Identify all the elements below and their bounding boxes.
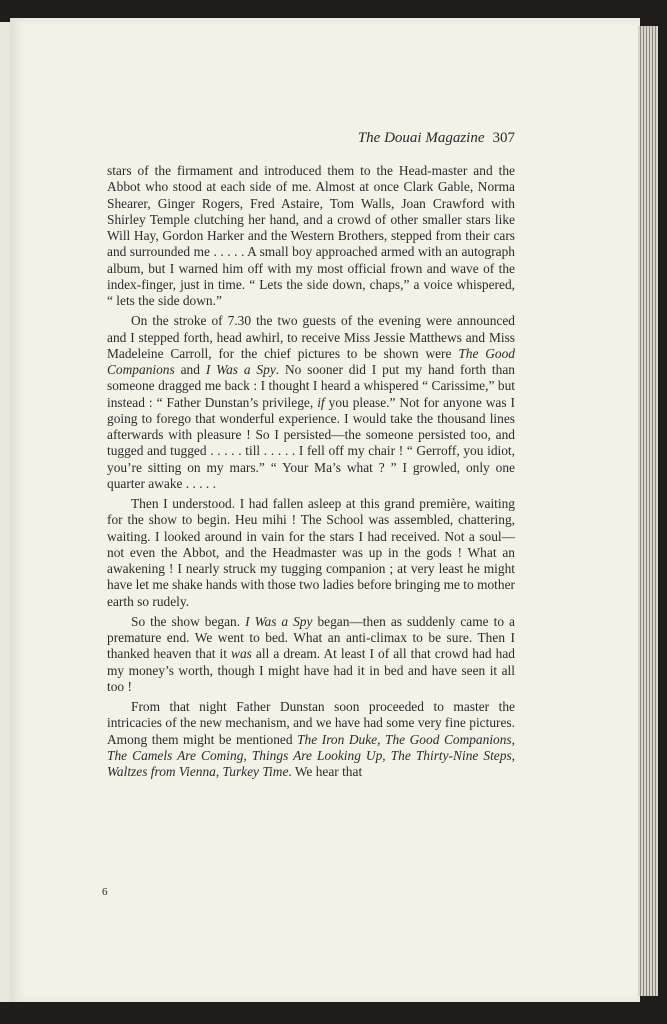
italic-text: was: [231, 646, 252, 662]
article-body: [107, 163, 515, 784]
paragraph: [107, 496, 515, 610]
paragraph: [107, 699, 515, 780]
italic-text: I Was a Spy: [205, 362, 276, 377]
journal-title: The Douai Magazine: [357, 130, 485, 146]
paragraph: [107, 614, 515, 695]
italic-text: I Was a Spy: [245, 613, 313, 629]
italic-text: if: [317, 394, 325, 410]
text-run: So the show began.: [131, 613, 246, 629]
running-header: [335, 130, 515, 147]
paragraph: [107, 313, 515, 492]
text-run: and: [174, 362, 206, 377]
text-run: From that night Father Dunstan soon proceeded to master the intricacies of the new mechanism, and we have had some very fine pictures. Among them might be mentioned: [107, 699, 515, 747]
text-run: stars of the firmament and introduced them to the Head-master and the Abbot who stood at each side of me. Almost at once Clark Gable, Norma Shearer, Ginger Rogers, Fred Astaire, Tom Walls, Joan Crawford with Shirley Temple clutching her hand, and a crowd of other smaller stars like Will Hay, Gordon Harker and the Western Brothers, stepped from their cars and surrounded me . . . . . A small boy approached armed with an autograph album, but I warned him off with my most official frown and wave of the index-finger, just in time. “ Lets the side down, chaps,” a voice whispered, “ lets the side down.”: [107, 163, 515, 308]
text-run: you please.” Not for anyone was I going to forego that wonderful experience. I would take the thousand lines afterwards with pleasure ! So I persisted—the someone persisted too, and tugged and tugged . . . . . till . . . . . I fell off my chair ! “ Gerroff, you idiot, you’re sitting on my mars.” “ Your Ma’s what ? ” I growled, only one quarter awake . . . . .: [107, 394, 516, 491]
text-run: began—then as suddenly came to a premature end. We went to bed. What an anti-climax to be sure. Then I thanked heaven that it: [107, 613, 515, 662]
italic-text: The Good Companions: [107, 345, 515, 377]
paragraph: [107, 163, 515, 309]
text-run: . We hear that: [288, 764, 363, 779]
signature-mark: 6: [102, 886, 108, 898]
bottom-background: [0, 1002, 667, 1024]
page-edges: [638, 26, 658, 996]
italic-text: The Iron Duke, The Good Companions, The Camels Are Coming, Things Are Looking Up, The Thirty-Nine Steps, Waltzes from Vienna, Turkey Time: [107, 731, 515, 779]
page-number: 307: [492, 130, 515, 146]
text-run: Then I understood. I had fallen asleep at this grand première, waiting for the show to begin. Heu mihi ! The School was assembled, chattering, waiting. I looked around in vain for the stars I had received. Not a soul—not even the Abbot, and the Headmaster was up in the gods ! What an awakening ! I nearly struck my tugging companion ; at very least he might have let me shake hands with those two ladies before bringing me to mother earth so rudely.: [107, 496, 515, 609]
text-run: all a dream. At least I of all that crowd had had my money’s worth, though I might have had it in bed and have seen it all too !: [107, 646, 516, 694]
text-run: . No sooner did I put my hand forth than someone dragged me back : I thought I heard a whispered “ Carissime,” but instead : “ Father Dunstan’s privilege,: [107, 362, 515, 410]
text-run: On the stroke of 7.30 the two guests of the evening were announced and I stepped forth, head awhirl, to receive Miss Jessie Matthews and Miss Madeleine Carroll, for the chief pictures to be shown were: [107, 313, 515, 361]
